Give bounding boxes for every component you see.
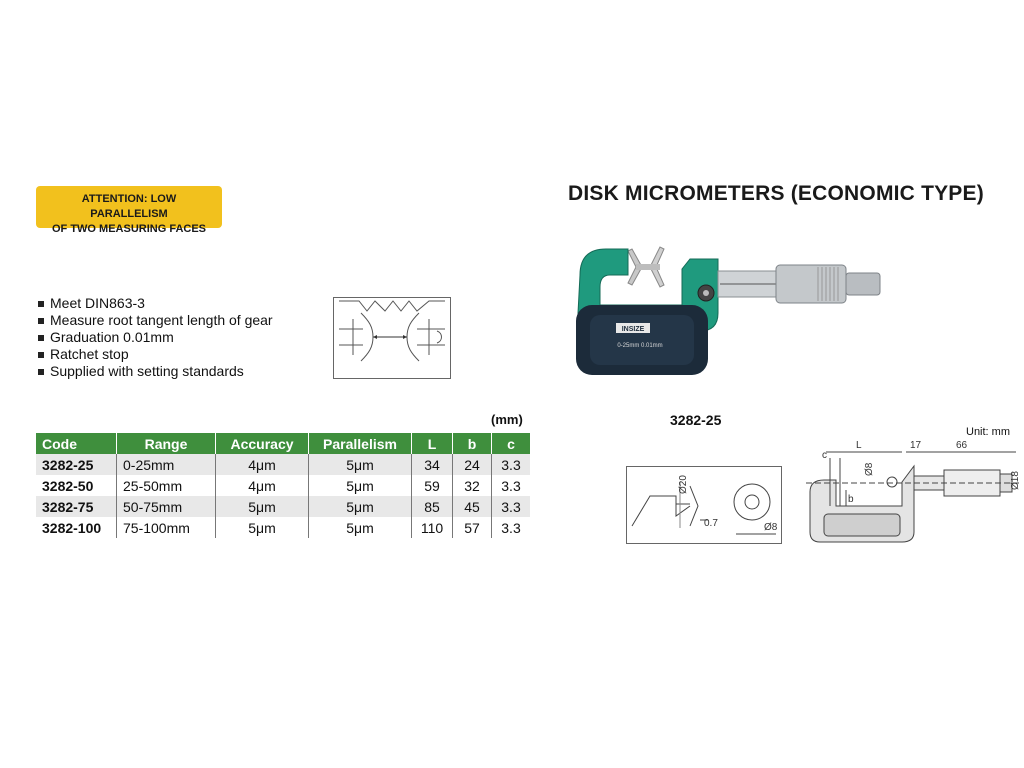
product-model: 3282-25 <box>670 412 722 428</box>
cell-b: 57 <box>453 517 492 538</box>
col-header-accuracy: Accuracy <box>216 433 309 454</box>
dim-dia8: Ø8 <box>764 522 778 533</box>
col-header-parallelism: Parallelism <box>309 433 412 454</box>
attention-line-2: OF TWO MEASURING FACES <box>52 223 206 235</box>
table-row <box>36 517 530 538</box>
spec-table <box>36 433 530 538</box>
cell-b: 45 <box>453 496 492 517</box>
feature-list <box>36 295 273 380</box>
cell-accuracy: 4μm <box>216 475 309 496</box>
cell-b: 24 <box>453 454 492 475</box>
cell-code: 3282-50 <box>36 475 117 496</box>
col-header-c: c <box>492 433 531 454</box>
cell-c: 3.3 <box>492 496 531 517</box>
table-row <box>36 475 530 496</box>
drawing-unit: Unit: mm <box>966 426 1010 438</box>
feature-item: Ratchet stop <box>36 346 273 363</box>
cell-parallelism: 5μm <box>309 454 412 475</box>
cell-parallelism: 5μm <box>309 475 412 496</box>
table-row <box>36 454 530 475</box>
cell-c: 3.3 <box>492 454 531 475</box>
cell-range: 0-25mm <box>117 454 216 475</box>
cell-l: 85 <box>412 496 453 517</box>
cell-range: 25-50mm <box>117 475 216 496</box>
cell-l: 34 <box>412 454 453 475</box>
feature-item: Measure root tangent length of gear <box>36 312 273 329</box>
micrometer-dimension-drawing <box>806 436 1022 546</box>
cell-l: 110 <box>412 517 453 538</box>
ratchet-stop <box>846 273 880 295</box>
attention-badge <box>36 186 222 235</box>
cell-parallelism: 5μm <box>309 496 412 517</box>
cell-l: 59 <box>412 475 453 496</box>
dim-66: 66 <box>956 440 968 451</box>
table-row <box>36 496 530 517</box>
cell-b: 32 <box>453 475 492 496</box>
dim-b: b <box>848 494 854 505</box>
disk-detail-drawing <box>626 466 782 544</box>
micrometer-thimble <box>776 265 846 303</box>
table-unit: (mm) <box>491 412 523 427</box>
cell-code: 3282-75 <box>36 496 117 517</box>
cell-code: 3282-25 <box>36 454 117 475</box>
cell-c: 3.3 <box>492 475 531 496</box>
dim-dia20: Ø20 <box>678 475 689 494</box>
cell-c: 3.3 <box>492 517 531 538</box>
brand-label: INSIZE <box>621 326 645 333</box>
table-header-row <box>36 433 530 454</box>
col-header-b: b <box>453 433 492 454</box>
dim-07: 0.7 <box>704 518 718 529</box>
cell-accuracy: 5μm <box>216 517 309 538</box>
cell-accuracy: 5μm <box>216 496 309 517</box>
cell-range: 50-75mm <box>117 496 216 517</box>
cell-range: 75-100mm <box>117 517 216 538</box>
cell-parallelism: 5μm <box>309 517 412 538</box>
frame-label: 0-25mm 0.01mm <box>617 343 663 349</box>
feature-item: Meet DIN863-3 <box>36 295 273 312</box>
dim-d8: Ø8 <box>864 462 875 476</box>
dim-d18: Ø18 <box>1010 471 1021 490</box>
feature-item: Graduation 0.01mm <box>36 329 273 346</box>
micrometer-product-photo <box>570 243 890 383</box>
feature-item: Supplied with setting standards <box>36 363 273 380</box>
dim-l: L <box>856 440 862 451</box>
gear-measurement-illustration <box>333 297 451 379</box>
dim-17: 17 <box>910 440 922 451</box>
attention-line-1: ATTENTION: LOW PARALLELISM <box>81 193 177 220</box>
col-header-code: Code <box>36 433 117 454</box>
page-title: DISK MICROMETERS (ECONOMIC TYPE) <box>568 182 984 205</box>
col-header-l: L <box>412 433 453 454</box>
cell-code: 3282-100 <box>36 517 117 538</box>
cell-accuracy: 4μm <box>216 454 309 475</box>
dim-c: c <box>822 450 827 461</box>
col-header-range: Range <box>117 433 216 454</box>
